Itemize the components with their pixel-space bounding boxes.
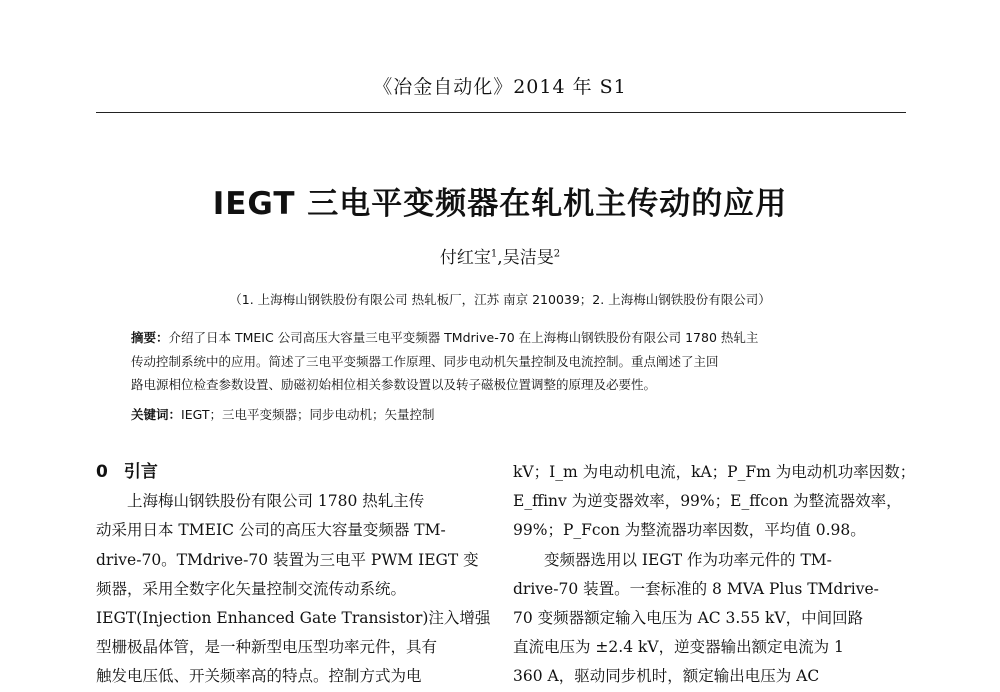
abstract-line: 传动控制系统中的应用。简述了三电平变频器工作原理、同步电动机矢量控制及电流控制。重点阐述了主回	[131, 353, 719, 369]
author-affiliation-mark: 1	[490, 248, 498, 260]
journal-header: 《冶金自动化》2014 年 S1	[373, 76, 627, 98]
keywords	[131, 405, 873, 423]
keywords-label: 关键词：	[131, 407, 182, 422]
author-list	[0, 243, 1000, 268]
keywords-text: IEGT；三电平变频器；同步电动机；矢量控制	[181, 407, 435, 422]
affiliation: （1. 上海梅山钢铁股份有限公司 热轧板厂，江苏 南京 210039；2. 上海梅山钢铁股份有限公司）	[229, 292, 771, 307]
left-column	[96, 458, 491, 692]
author-name: 吴洁旻	[502, 248, 554, 268]
body-line: kV；I_m 为电动机电流，kA；P_Fm 为电动机功率因数；	[513, 463, 916, 481]
body-line: drive-70。TMdrive-70 装置为三电平 PWM IEGT 变	[96, 550, 479, 569]
header-rule	[96, 112, 906, 113]
section-heading	[96, 458, 491, 487]
body-line: 70 变频器额定输入电压为 AC 3.55 kV，中间回路	[513, 609, 864, 628]
abstract-line: 路电源相位检查参数设置、励磁初始相位相关参数设置以及转子磁极位置调整的原理及必要性。	[131, 377, 657, 392]
abstract-label: 摘要：	[131, 330, 169, 345]
author-name: 付红宝	[439, 248, 491, 268]
right-column	[513, 458, 916, 692]
section-number: 0	[96, 462, 108, 482]
author-affiliation-mark: 2	[553, 248, 561, 260]
body-line: drive-70 装置。一套标准的 8 MVA Plus TMdrive-	[513, 579, 879, 598]
abstract	[131, 326, 873, 397]
body-line: 频器，采用全数字化矢量控制交流传动系统。	[96, 579, 407, 598]
section-title: 引言	[123, 462, 158, 482]
body-line: 直流电压为 ±2.4 kV，逆变器输出额定电流为 1	[513, 638, 844, 657]
body-line: 变频器选用以 IEGT 作为功率元件的 TM-	[544, 550, 832, 569]
body-line: E_ffinv 为逆变器效率，99%；E_ffcon 为整流器效率，	[513, 492, 902, 511]
body-paragraph	[96, 487, 491, 691]
author-separator: ,	[497, 248, 503, 268]
body-line: 360 A，驱动同步机时，额定输出电压为 AC	[513, 667, 820, 686]
body-line: 触发电压低、开关频率高的特点。控制方式为电	[96, 667, 422, 686]
abstract-line: 介绍了日本 TMEIC 公司高压大容量三电平变频器 TMdrive-70 在上海梅山钢铁股份有限公司 1780 热轧主	[168, 330, 759, 345]
body-line: 型栅极晶体管，是一种新型电压型功率元件，具有	[96, 638, 438, 657]
body-line: 上海梅山钢铁股份有限公司 1780 热轧主传	[127, 492, 425, 511]
paper-title: IEGT 三电平变频器在轧机主传动的应用	[212, 186, 788, 222]
body-line: 动采用日本 TMEIC 公司的高压大容量变频器 TM-	[96, 521, 446, 540]
body-line: IEGT(Injection Enhanced Gate Transistor)注入增强	[96, 609, 491, 628]
body-line: 99%；P_Fcon 为整流器功率因数，平均值 0.98。	[513, 521, 866, 540]
